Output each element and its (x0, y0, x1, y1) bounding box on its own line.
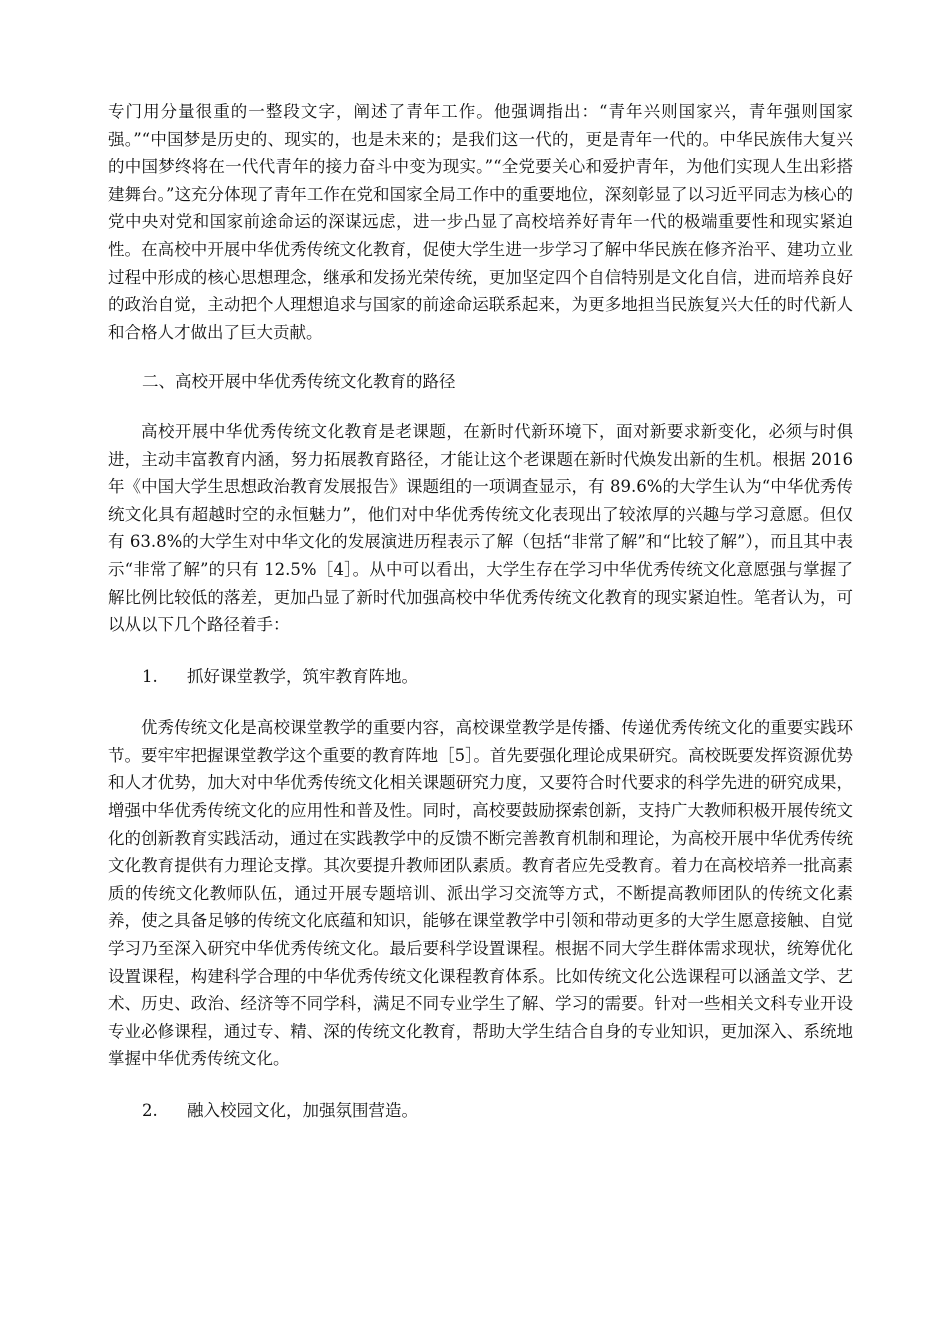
section-heading: 二、高校开展中华优秀传统文化教育的路径 (142, 372, 456, 392)
numbered-list-item (108, 663, 853, 691)
body-paragraph: 高校开展中华优秀传统文化教育是老课题，在新时代新环境下，面对新要求新变化，必须与时俱进，主动丰富教育内涵，努力拓展教育路径，才能让这个老课题在新时代焕发出新的生机。根据 2016 年《中国大学生思想政治教育发展报告》课题组的一项调查显示，有 89.6%的大学生认为“中华优秀传统文化具有超越时空的永恒魅力”，他们对中华优秀传统文化表现出了较浓厚的兴趣与学习意愿。但仅有 63.8%的大学生对中华文化的发展演进历程表示了解（包括“非常了解”和“比较了解”），而且其中表示“非常了解”的只有 12.5%［4］。从中可以看出，大学生存在学习中华优秀传统文化意愿强与掌握了解比例比较低的落差，更加凸显了新时代加强高校中华优秀传统文化教育的现实紧迫性。笔者认为，可以从以下几个路径着手： (108, 421, 853, 635)
body-paragraph: 专门用分量很重的一整段文字，阐述了青年工作。他强调指出：“青年兴则国家兴，青年强则国家强。”“中国梦是历史的、现实的，也是未来的；是我们这一代的，更是青年一代的。中华民族伟大复兴的中国梦终将在一代代青年的接力奋斗中变为现实。”“全党要关心和爱护青年，为他们实现人生出彩搭建舞台。”这充分体现了青年工作在党和国家全局工作中的重要地位，深刻彰显了以习近平同志为核心的党中央对党和国家前途命运的深谋远虑，进一步凸显了高校培养好青年一代的极端重要性和现实紧迫性。在高校中开展中华优秀传统文化教育，促使大学生进一步学习了解中华民族在修齐治平、建功立业过程中形成的核心思想理念，继承和发扬光荣传统，更加坚定四个自信特别是文化自信，进而培养良好的政治自觉，主动把个人理想追求与国家的前途命运联系起来，为更多地担当民族复兴大任的时代新人和合格人才做出了巨大贡献。 (108, 102, 853, 342)
document-page (108, 98, 853, 1125)
list-item-text: 融入校园文化，加强氛围营造。 (187, 1101, 418, 1120)
list-item-number: 2. (142, 1101, 158, 1120)
body-paragraph: 优秀传统文化是高校课堂教学的重要内容，高校课堂教学是传播、传递优秀传统文化的重要实践环节。要牢牢把握课堂教学这个重要的教育阵地［5］。首先要强化理论成果研究。高校既要发挥资源优势和人才优势，加大对中华优秀传统文化相关课题研究力度，又要符合时代要求的科学先进的研究成果，增强中华优秀传统文化的应用性和普及性。同时，高校要鼓励探索创新，支持广大教师积极开展传统文化的创新教育实践活动，通过在实践教学中的反馈不断完善教育机制和理论，为高校开展中华优秀传统文化教育提供有力理论支撑。其次要提升教师团队素质。教育者应先受教育。着力在高校培养一批高素质的传统文化教师队伍，通过开展专题培训、派出学习交流等方式，不断提高教师团队的传统文化素养，使之具备足够的传统文化底蕴和知识，能够在课堂教学中引领和带动更多的大学生愿意接触、自觉学习乃至深入研究中华优秀传统文化。最后要科学设置课程。根据不同大学生群体需求现状，统筹优化设置课程，构建科学合理的中华优秀传统文化课程教育体系。比如传统文化公选课程可以涵盖文学、艺术、历史、政治、经济等不同学科，满足不同专业学生了解、学习的需要。针对一些相关文科专业开设专业必修课程，通过专、精、深的传统文化教育，帮助大学生结合自身的专业知识，更加深入、系统地掌握中华优秀传统文化。 (108, 718, 853, 1069)
list-item-number: 1. (142, 666, 158, 686)
list-item-text: 抓好课堂教学，筑牢教育阵地。 (187, 666, 418, 686)
numbered-list-item (108, 1097, 853, 1125)
